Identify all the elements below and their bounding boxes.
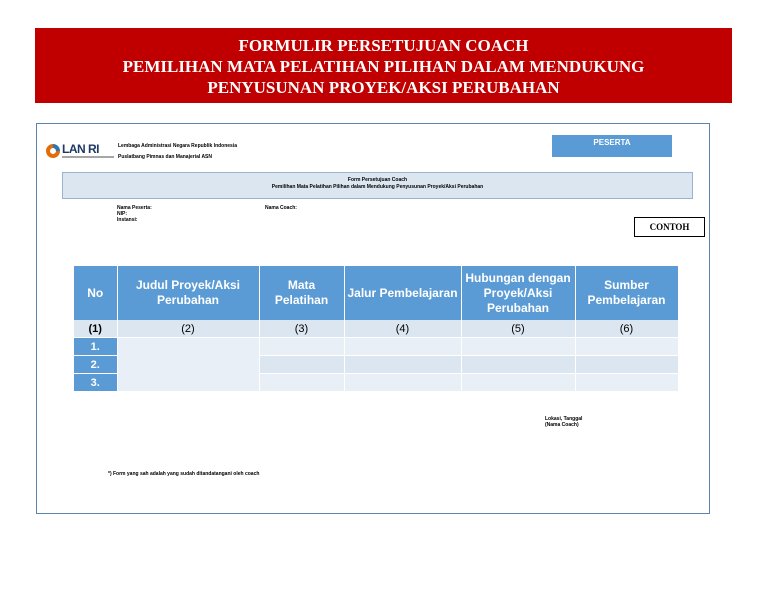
table-cell[interactable] (344, 356, 461, 374)
header-judul: Judul Proyek/Aksi Perubahan (117, 266, 259, 320)
judul-cell[interactable] (117, 338, 259, 392)
header-no: No (74, 266, 117, 320)
org-name: Lembaga Administrasi Negara Republik Indonesia (118, 143, 238, 149)
title-line-2: PEMILIHAN MATA PELATIHAN PILIHAN DALAM MENDUKUNG (122, 57, 645, 76)
form-title-line-1: Form Persetujuan Coach (347, 177, 408, 183)
table-cell[interactable] (575, 356, 678, 374)
table-cell[interactable] (259, 338, 344, 356)
table-header-row (74, 266, 678, 320)
header-hubungan: Hubungan dengan Proyek/Aksi Perubahan (461, 266, 575, 320)
contoh-stamp: CONTOH (634, 217, 705, 237)
header-sumber: Sumber Pembelajaran (575, 266, 678, 320)
table-cell[interactable] (259, 356, 344, 374)
header-jalur: Jalur Pembelajaran (344, 266, 461, 320)
participant-fields (117, 205, 152, 223)
row-number: 1. (74, 338, 117, 356)
column-number-row (74, 320, 678, 338)
footnote: *) Form yang sah adalah yang sudah ditandatangani oleh coach (108, 471, 260, 477)
table-cell[interactable] (259, 374, 344, 392)
title-banner (35, 28, 732, 103)
logo-underline (62, 156, 114, 158)
table-cell[interactable] (461, 374, 575, 392)
column-number: (6) (575, 320, 678, 338)
signature-location-date: Lokasi, Tanggal (545, 416, 583, 422)
column-number: (5) (461, 320, 575, 338)
field-nip: NIP: (117, 211, 127, 217)
table-cell[interactable] (575, 374, 678, 392)
field-nama-peserta: Nama Peserta: (117, 205, 152, 211)
field-nama-coach: Nama Coach: (265, 205, 297, 211)
signature-block (545, 416, 582, 428)
header-mata-pelatihan: Mata Pelatihan (259, 266, 344, 320)
field-instansi: Instansi: (117, 217, 138, 223)
column-number: (1) (74, 320, 117, 338)
lan-logo-icon (45, 143, 61, 159)
form-title-box (62, 172, 693, 199)
table-row (74, 338, 678, 356)
form-title-line-2: Pemilihan Mata Pelatihan Pilihan dalam Mendukung Penyusunan Proyek/Aksi Perubahan (271, 184, 484, 190)
row-number: 2. (74, 356, 117, 374)
table-cell[interactable] (344, 338, 461, 356)
column-number: (4) (344, 320, 461, 338)
signature-coach-name: (Nama Coach) (545, 422, 579, 428)
column-number: (3) (259, 320, 344, 338)
column-number: (2) (117, 320, 259, 338)
table-cell[interactable] (461, 356, 575, 374)
row-number: 3. (74, 374, 117, 392)
table-cell[interactable] (461, 338, 575, 356)
table-cell[interactable] (344, 374, 461, 392)
title-line-1: FORMULIR PERSETUJUAN COACH (238, 36, 529, 55)
org-unit: Puslatbang Pimnas dan Manajerial ASN (118, 154, 213, 160)
logo-text: LAN RI (62, 142, 99, 156)
selection-table (74, 266, 679, 392)
title-line-3: PENYUSUNAN PROYEK/AKSI PERUBAHAN (207, 78, 560, 97)
lan-ri-logo (45, 141, 115, 161)
peserta-badge: PESERTA (552, 135, 672, 157)
table-cell[interactable] (575, 338, 678, 356)
